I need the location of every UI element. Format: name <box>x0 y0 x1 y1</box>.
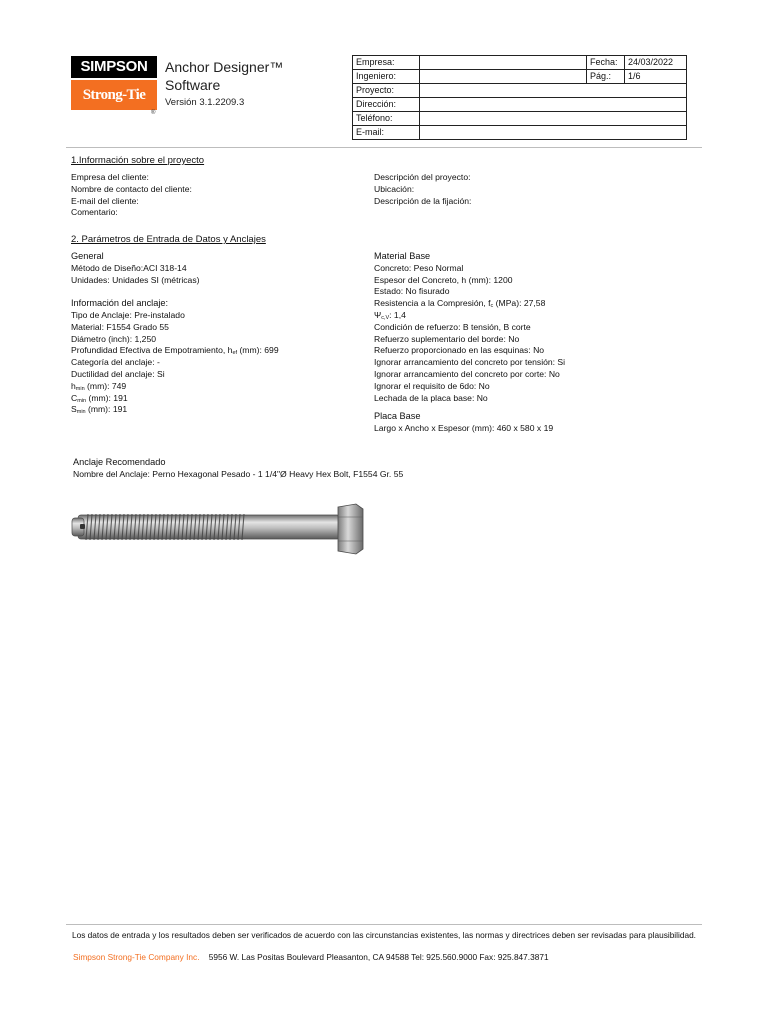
fecha-label: Fecha: <box>587 56 625 70</box>
telefono-value <box>420 112 687 126</box>
fecha-value: 24/03/2022 <box>625 56 687 70</box>
pag-label: Pág.: <box>587 70 625 84</box>
hmin: $h_{min}$ (mm): 749 <box>71 380 127 392</box>
strong-tie-logo: Strong-Tie <box>71 80 157 110</box>
empresa-value <box>420 56 587 70</box>
arrancamiento-tension: Ignorar arrancamiento del concreto por tensión: Si <box>374 357 566 368</box>
footer-address: 5956 W. Las Positas Boulevard Pleasanton, CA 94588 Tel: 925.560.9000 Fax: 925.847.3871 <box>208 952 549 962</box>
email-value <box>420 126 687 140</box>
arrancamiento-corte: Ignorar arrancamiento del concreto por corte: No <box>374 368 560 379</box>
cmin: $C_{min}$ (mm): 191 <box>71 392 128 404</box>
resistencia-compresion: Resistencia a la Compresión, $f_c$ (MPa): 27,58 <box>374 298 546 310</box>
app-title: Anchor Designer™ <box>165 59 284 75</box>
descripcion-fijacion: Descripción de la fijación: <box>374 195 472 206</box>
cliente-contacto: Nombre de contacto del cliente: <box>71 183 192 194</box>
diametro: Diámetro (inch): 1,250 <box>71 333 157 344</box>
placa-base-heading: Placa Base <box>374 411 421 422</box>
placa-base-dims: Largo x Ancho x Espesor (mm): 460 x 580 x 19 <box>374 423 554 434</box>
requisito-6do: Ignorar el requisito de 6do: No <box>374 380 490 391</box>
section1-title: 1.Información sobre el proyecto <box>71 155 205 166</box>
section1-right <box>374 172 471 207</box>
lechada-placa: Lechada de la placa base: No <box>374 392 488 403</box>
ubicacion: Ubicación: <box>374 183 415 194</box>
section1-left <box>71 172 192 219</box>
unidades: Unidades: Unidades SI (métricas) <box>71 274 200 285</box>
registered-mark: ® <box>151 110 156 116</box>
material-anclaje: Material: F1554 Grado 55 <box>71 321 169 332</box>
recommended-name: Nombre del Anclaje: Perno Hexagonal Pesado - 1 1/4"Ø Heavy Hex Bolt, F1554 Gr. 55 <box>73 469 404 479</box>
section2-right <box>374 251 565 435</box>
direccion-value <box>420 98 687 112</box>
proyecto-label: Proyecto: <box>353 84 420 98</box>
ductilidad-anclaje: Ductilidad del anclaje: Si <box>71 368 165 379</box>
concreto: Concreto: Peso Normal <box>374 262 464 273</box>
comentario: Comentario: <box>71 207 118 218</box>
tipo-anclaje: Tipo de Anclaje: Pre-instalado <box>71 309 185 320</box>
telefono-label: Teléfono: <box>353 112 420 126</box>
categoria-anclaje: Categoría del anclaje: - <box>71 357 160 368</box>
condicion-refuerzo: Condición de refuerzo: B tensión, B corte <box>374 321 531 332</box>
simpson-logo-top: SIMPSON <box>71 56 157 78</box>
ingeniero-value <box>420 70 587 84</box>
footer-divider <box>66 924 702 925</box>
email-label: E-mail: <box>353 126 420 140</box>
footer-address-line <box>73 952 549 962</box>
pag-value: 1/6 <box>625 70 687 84</box>
proyecto-value <box>420 84 687 98</box>
profundidad-empotramiento: Profundidad Efectiva de Empotramiento, $h_{ef}$ (mm): 699 <box>71 345 279 357</box>
app-subtitle: Software <box>165 77 221 93</box>
direccion-label: Dirección: <box>353 98 420 112</box>
metodo-diseno: Método de Diseño:ACI 318-14 <box>71 262 187 273</box>
cliente-email: E-mail del cliente: <box>71 195 139 206</box>
espesor-concreto: Espesor del Concreto, h (mm): 1200 <box>374 274 513 285</box>
refuerzo-borde: Refuerzo suplementario del borde: No <box>374 333 520 344</box>
header-divider <box>66 147 702 148</box>
cliente-empresa: Empresa del cliente: <box>71 172 149 182</box>
version-label: Versión 3.1.2209.3 <box>165 97 245 108</box>
refuerzo-esquinas: Refuerzo proporcionado en las esquinas: No <box>374 345 545 356</box>
estado: Estado: No fisurado <box>374 286 450 297</box>
footer-company: Simpson Strong-Tie Company Inc. <box>73 952 200 962</box>
general-heading: General <box>71 251 104 261</box>
section2-title: 2. Parámetros de Entrada de Datos y Anclajes <box>71 234 266 245</box>
descripcion-proyecto: Descripción del proyecto: <box>374 172 471 182</box>
ingeniero-label: Ingeniero: <box>353 70 420 84</box>
empresa-label: Empresa: <box>353 56 420 70</box>
section2-left <box>71 251 279 416</box>
hex-bolt-image <box>70 503 365 555</box>
footer-disclaimer: Los datos de entrada y los resultados deben ser verificados de acuerdo con las circunstancias existentes, las normas y directrices deben ser revisadas para plausibilidad. <box>72 930 696 940</box>
recommended-heading: Anclaje Recomendado <box>73 457 166 467</box>
psi-cv: $\Psi_{c,V}$: 1,4 <box>374 309 406 321</box>
anchor-info-heading: Información del anclaje: <box>71 298 169 309</box>
header-info-table <box>352 55 687 140</box>
material-base-heading: Material Base <box>374 251 431 261</box>
smin: $S_{min}$ (mm): 191 <box>71 404 128 416</box>
